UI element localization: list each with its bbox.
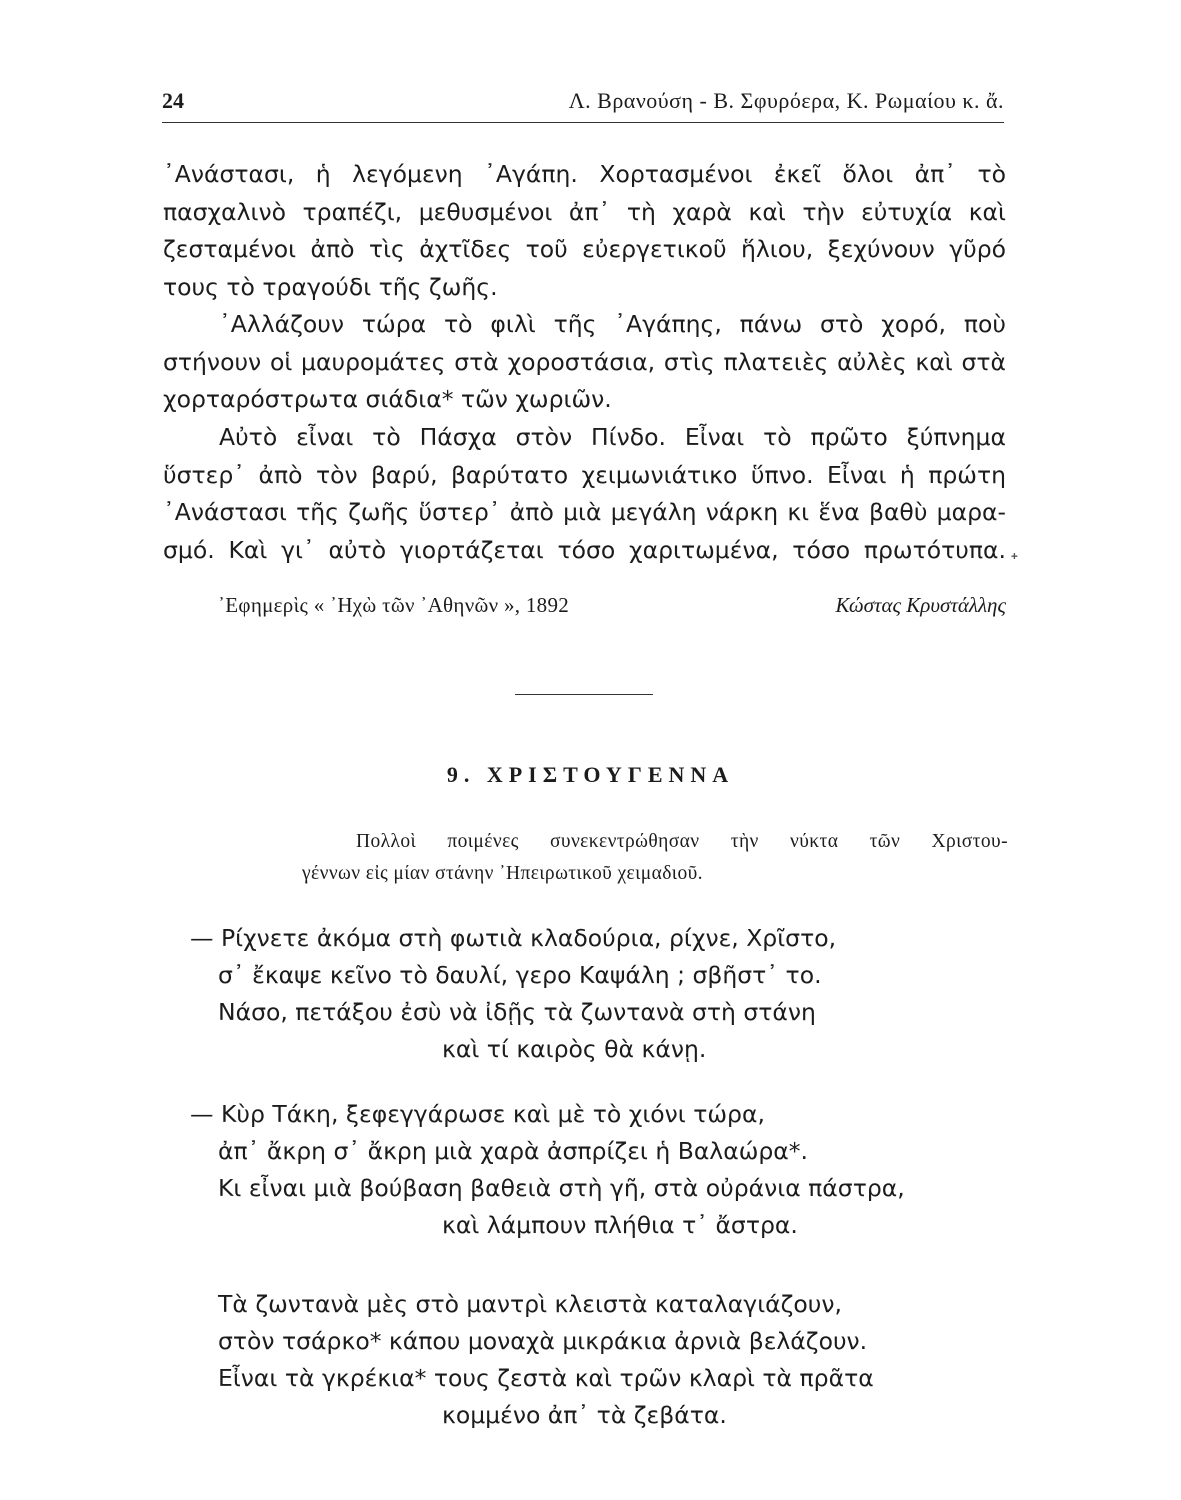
section-intro <box>302 826 1008 890</box>
source-author: Κώστας Κρυστάλλης <box>835 593 1006 617</box>
page-header <box>162 88 1004 116</box>
poem-stanza-2 <box>190 1096 990 1244</box>
text-line: ᾿Ανάστασι τῆς ζωῆς ὕστερ᾿ ἀπὸ μιὰ μεγάλη νάρκη κι ἕνα βαθὺ μαρα- <box>163 498 1006 526</box>
text-line: σμό. Καὶ γι᾿ αὐτὸ γιορτάζεται τόσο χαριτωμένα, τόσο πρωτότυπα. <box>163 535 1006 564</box>
header-rule <box>162 122 1004 123</box>
verse-line: σ᾿ ἔκαψε κεῖνο τὸ δαυλί, γερο Καψάλη ; σβῆστ᾿ το. <box>218 961 822 989</box>
verse-line: Κι εἶναι μιὰ βούβαση βαθειὰ στὴ γῆ, στὰ οὐράνια πάστρα, <box>218 1174 905 1202</box>
text-line: τους τὸ τραγούδι τῆς ζωῆς. <box>163 272 498 301</box>
verse-line: καὶ τί καιρὸς θὰ κάνῃ. <box>442 1035 707 1063</box>
source-citation: ᾿Εφημερὶς « ᾿Ηχὼ τῶν ᾿Αθηνῶν », 1892 <box>218 593 570 617</box>
intro-line: γέννων εἰς μίαν στάνην ᾿Ηπειρωτικοῦ χειμαδιοῦ. <box>302 863 703 884</box>
verse-line: κομμένο ἀπ᾿ τὰ ζεβάτα. <box>442 1401 727 1429</box>
paragraph-2 <box>163 306 1006 419</box>
text-line: ὕστερ᾿ ἀπὸ τὸν βαρύ, βαρύτατο χειμωνιάτικο ὕπνο. Εἶναι ἡ πρώτη <box>163 460 1006 489</box>
paragraph-3 <box>163 419 1006 569</box>
intro-line: Πολλοὶ ποιμένες συνεκεντρώθησαν τὴν νύκτα τῶν Χριστου- <box>356 831 1008 852</box>
verse-line: στὸν τσάρκο* κάπου μοναχὰ μικράκια ἀρνιὰ βελάζουν. <box>218 1327 868 1355</box>
poem-stanza-1 <box>190 920 990 1068</box>
text-line: πασχαλινὸ τραπέζι, μεθυσμένοι ἀπ᾿ τὴ χαρὰ καὶ τὴν εὐτυχία καὶ <box>163 197 1006 226</box>
verse-line: ἀπ᾿ ἄκρη σ᾿ ἄκρη μιὰ χαρὰ ἀσπρίζει ἡ Βαλαώρα*. <box>218 1137 809 1165</box>
verse-line: Τὰ ζωντανὰ μὲς στὸ μαντρὶ κλειστὰ καταλαγιάζουν, <box>218 1290 842 1318</box>
poem-stanza-3 <box>190 1286 990 1434</box>
paragraph-1 <box>163 156 1006 306</box>
text-line: ᾿Ανάστασι, ἡ λεγόμενη ᾿Αγάπη. Χορτασμένοι ἐκεῖ ὅλοι ἀπ᾿ τὸ <box>163 160 1006 188</box>
verse-line: Νάσο, πετάξου ἐσὺ νὰ ἰδῇς τὰ ζωντανὰ στὴ στάνη <box>218 998 816 1026</box>
section-separator <box>515 694 653 695</box>
verse-line: Εἶναι τὰ γκρέκια* τους ζεστὰ καὶ τρῶν κλαρὶ τὰ πρᾶτα <box>218 1364 874 1392</box>
text-line: Αὐτὸ εἶναι τὸ Πάσχα στὸν Πίνδο. Εἶναι τὸ πρῶτο ξύπνημα <box>219 423 1006 451</box>
text-line: ζεσταμένοι ἀπὸ τὶς ἀχτῖδες τοῦ εὐεργετικοῦ ἥλιου, ξεχύνουν γῦρό <box>163 235 1006 263</box>
text-line: στήνουν οἱ μαυρομάτες στὰ χοροστάσια, στὶς πλατειὲς αὐλὲς καὶ στὰ <box>163 347 1006 376</box>
source-line <box>218 593 1006 623</box>
page-number: 24 <box>162 88 184 113</box>
text-line: ᾿Αλλάζουν τώρα τὸ φιλὶ τῆς ᾿Αγάπης, πάνω στὸ χορό, ποὺ <box>219 310 1006 338</box>
pencil-mark: ᐩ <box>1010 549 1019 574</box>
text-line: χορταρόστρωτα σιάδια* τῶν χωριῶν. <box>163 385 612 413</box>
verse-line: καὶ λάμπουν πλήθια τ᾿ ἄστρα. <box>442 1211 798 1239</box>
verse-line: — Ρίχνετε ἀκόμα στὴ φωτιὰ κλαδούρια, ρίχνε, Χρῖστο, <box>190 924 837 952</box>
verse-line: — Κὺρ Τάκη, ξεφεγγάρωσε καὶ μὲ τὸ χιόνι τώρα, <box>190 1100 765 1128</box>
running-title: Λ. Βρανούση - Β. Σφυρόερα, Κ. Ρωμαίου κ. ἄ. <box>568 88 1004 113</box>
section-title: 9. ΧΡΙΣΤΟΥΓΕΝΝΑ <box>446 762 735 787</box>
